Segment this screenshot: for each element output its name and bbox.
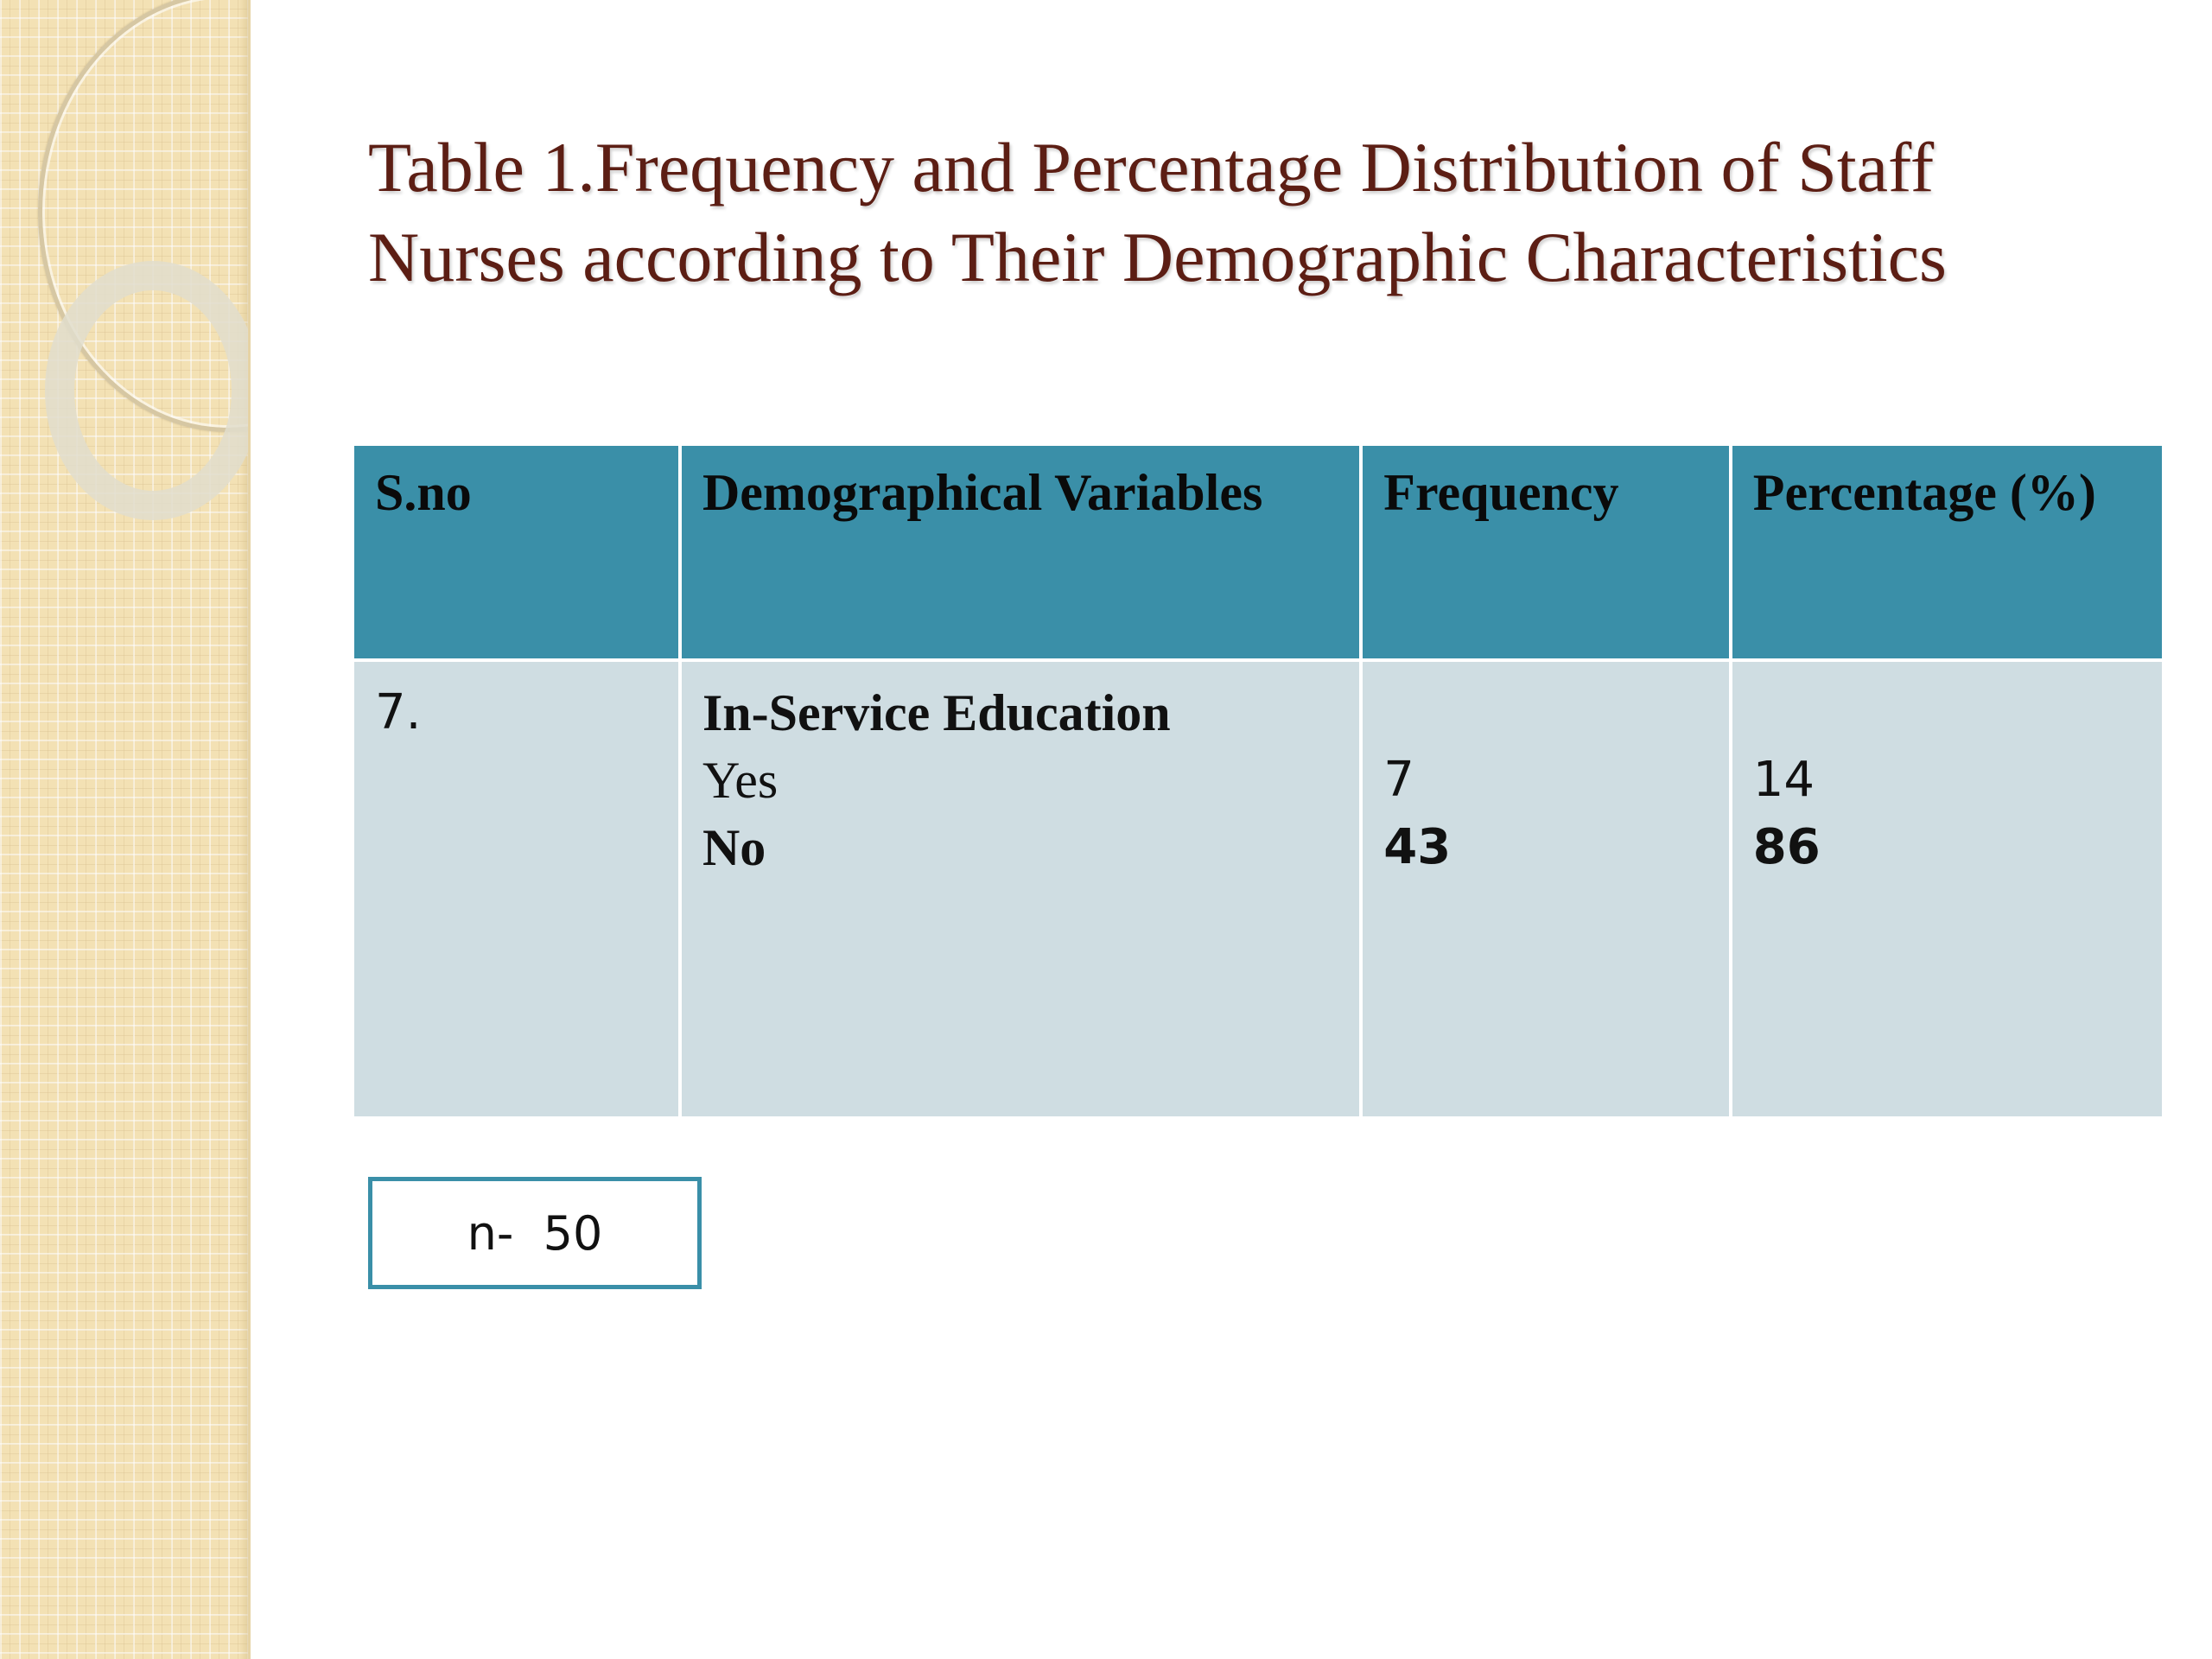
demographics-table <box>351 442 2165 1120</box>
slide-title <box>368 123 2096 302</box>
header-demographical-variables: Demographical Variables <box>680 444 1361 660</box>
option-no-label: No <box>702 819 766 876</box>
frequency-spacer <box>1383 679 1708 747</box>
option-yes-label: Yes <box>702 752 779 809</box>
frequency-yes: 7 <box>1383 752 1414 808</box>
decorative-rings <box>0 0 248 1659</box>
variable-name: In-Service Education <box>702 684 1171 741</box>
decorative-ring-small <box>45 261 248 520</box>
cell-variable <box>680 660 1361 1118</box>
sno-value: 7. <box>375 684 422 741</box>
percentage-spacer <box>1753 679 2141 747</box>
header-sno: S.no <box>353 444 680 660</box>
cell-sno <box>353 660 680 1118</box>
decorative-side-strip <box>0 0 251 1659</box>
percentage-yes: 14 <box>1752 752 1815 808</box>
slide-title-line-2: Nurses according to Their Demographic Characteristics <box>368 218 1947 296</box>
cell-percentage <box>1731 660 2164 1118</box>
sample-size-box: n- 50 <box>368 1177 702 1289</box>
percentage-no: 86 <box>1752 819 1821 875</box>
table-row <box>353 660 2164 1118</box>
slide-title-line-1: Table 1.Frequency and Percentage Distribution of Staff <box>368 128 1935 207</box>
frequency-no: 43 <box>1383 819 1452 875</box>
header-frequency: Frequency <box>1361 444 1731 660</box>
table-header-row <box>353 444 2164 660</box>
cell-frequency <box>1361 660 1731 1118</box>
header-percentage: Percentage (%) <box>1731 444 2164 660</box>
